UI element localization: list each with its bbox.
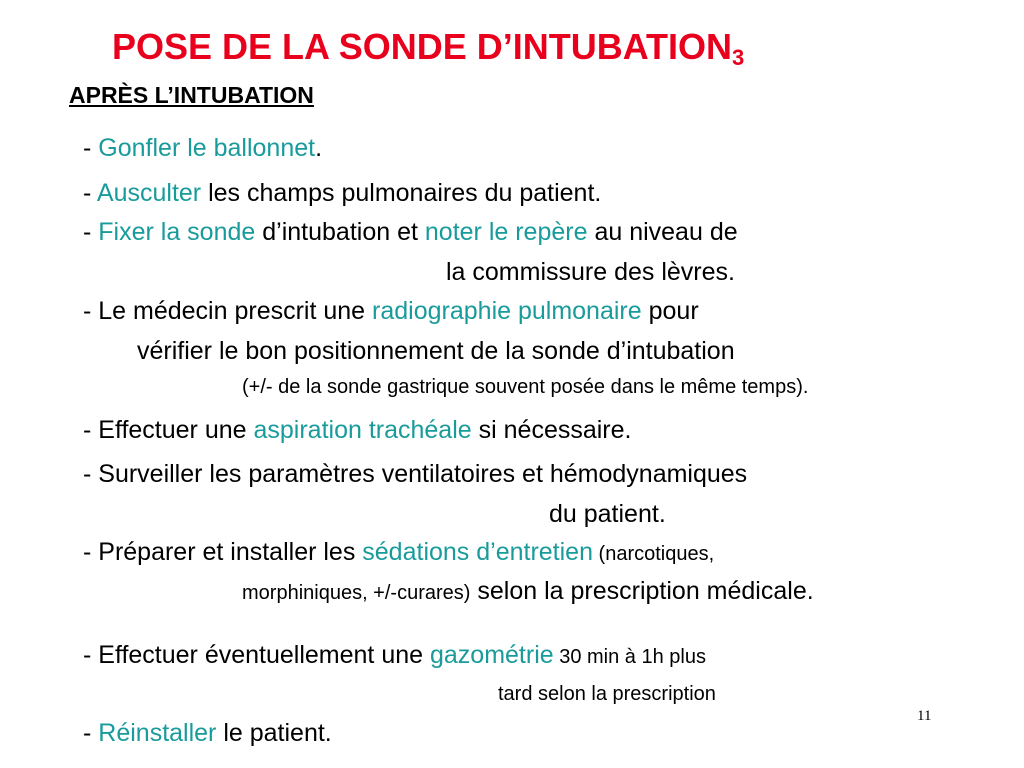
bullet-monitoring: - Surveiller les paramètres ventilatoires et hémodynamiques <box>83 460 748 488</box>
section-heading: APRÈS L’INTUBATION <box>69 82 314 108</box>
bullet-radiography-cont: vérifier le bon positionnement de la sonde d’intubation <box>137 337 735 365</box>
bullet-auscultate <box>83 181 601 206</box>
bullet-dash: - <box>83 218 99 246</box>
bullet-text: - Préparer et installer les <box>83 538 363 566</box>
bullet-inflate-cuff <box>83 136 322 161</box>
bullet-aspiration <box>83 418 631 443</box>
bullet-dash: - <box>83 134 99 162</box>
bullet-dash: - <box>83 719 99 747</box>
highlight-text: gazométrie <box>429 641 554 669</box>
bullet-text: - Le médecin prescrit une <box>83 297 373 325</box>
bullet-text: le patient. <box>216 719 332 747</box>
bullet-radiography <box>83 299 699 324</box>
bullet-reinstall <box>83 721 332 746</box>
highlight-text: Ausculter <box>96 179 202 207</box>
bullet-blood-gas <box>83 643 706 668</box>
bullet-text: . <box>315 134 323 162</box>
bullet-dash: - <box>83 179 97 207</box>
bullet-text: d’intubation et <box>255 218 425 246</box>
highlight-text: sédations d’entretien <box>362 538 593 566</box>
bullet-sedation <box>83 540 714 565</box>
bullet-text: les champs pulmonaires du patient. <box>201 179 602 207</box>
highlight-text: noter le repère <box>424 218 588 246</box>
bullet-fix-tube <box>83 220 738 245</box>
bullet-text: selon la prescription médicale. <box>470 577 814 605</box>
bullet-blood-gas-cont: tard selon la prescription <box>498 683 716 705</box>
highlight-text: radiographie pulmonaire <box>372 297 642 325</box>
slide-title-text: POSE DE LA SONDE D’INTUBATION <box>112 26 733 67</box>
highlight-text: Gonfler le ballonnet <box>98 134 316 162</box>
highlight-text: Réinstaller <box>98 719 217 747</box>
bullet-text: si nécessaire. <box>471 416 632 444</box>
bullet-text: au niveau de <box>587 218 738 246</box>
highlight-text: Fixer la sonde <box>98 218 256 246</box>
bullet-small-text: morphiniques, +/-curares) <box>242 582 471 604</box>
slide-title <box>112 26 744 68</box>
bullet-fix-tube-cont: la commissure des lèvres. <box>446 258 735 286</box>
bullet-radiography-note: (+/- de la sonde gastrique souvent posée dans le même temps). <box>242 376 809 398</box>
bullet-text: - Effectuer une <box>83 416 254 444</box>
bullet-small-text: 30 min à 1h plus <box>553 646 706 668</box>
bullet-sedation-cont <box>242 579 814 604</box>
bullet-text: pour <box>641 297 699 325</box>
slide-title-subscript: 3 <box>732 45 745 70</box>
page-number: 11 <box>917 708 932 724</box>
highlight-text: aspiration trachéale <box>253 416 472 444</box>
bullet-text: - Effectuer éventuellement une <box>83 641 430 669</box>
bullet-monitoring-cont: du patient. <box>549 500 666 528</box>
bullet-small-text: (narcotiques, <box>593 543 715 565</box>
